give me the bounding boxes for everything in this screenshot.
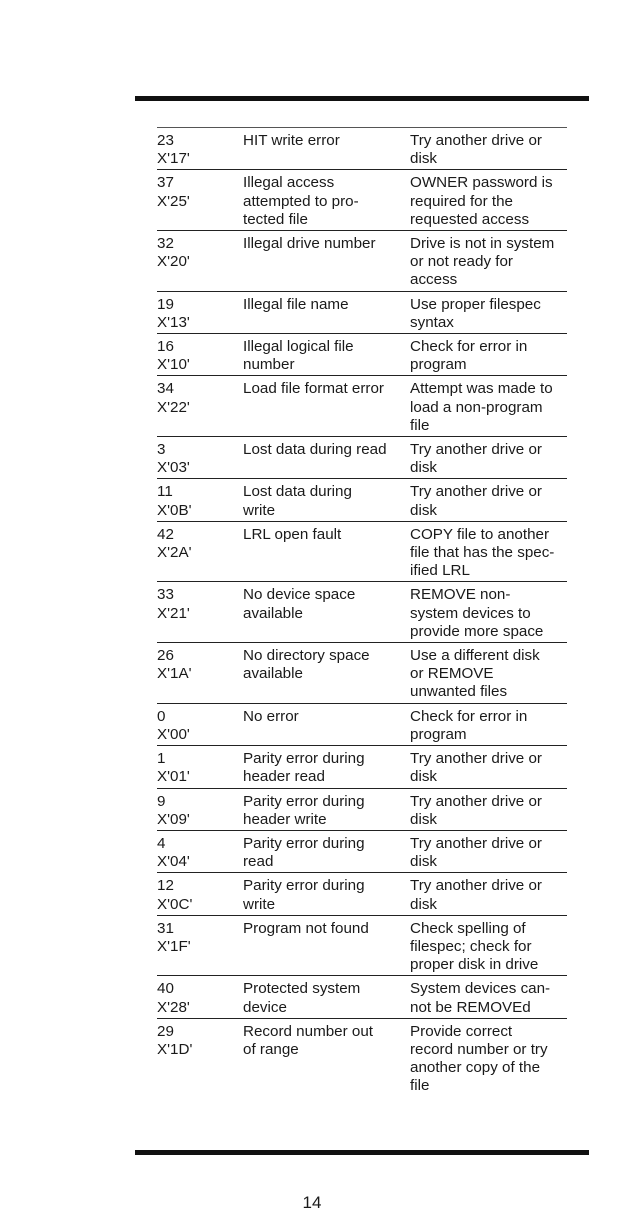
- corrective-action-cell: [410, 174, 567, 229]
- corrective-action-line: program: [410, 725, 467, 743]
- error-code-cell: [157, 980, 243, 1016]
- corrective-action-cell: [410, 441, 567, 477]
- decimal-code: 31: [157, 919, 174, 937]
- corrective-action-line: Try another drive or: [410, 834, 542, 852]
- corrective-action-cell: [410, 1023, 567, 1096]
- table-row: [157, 643, 567, 704]
- corrective-action-cell: [410, 835, 567, 871]
- hex-code: X'03': [157, 459, 190, 477]
- corrective-action-cell: [410, 586, 567, 641]
- corrective-action-cell: [410, 708, 567, 744]
- table-row: [157, 976, 567, 1018]
- corrective-action-line: system devices to: [410, 604, 531, 622]
- error-code-cell: [157, 877, 243, 913]
- error-message-line: No device space: [243, 586, 356, 604]
- error-message-line: header read: [243, 768, 325, 786]
- error-code-cell: [157, 708, 243, 744]
- corrective-action-line: disk: [410, 853, 438, 871]
- error-code-table: [157, 128, 567, 1097]
- error-message-line: Parity error during: [243, 834, 365, 852]
- corrective-action-line: or not ready for: [410, 253, 513, 271]
- corrective-action-line: required for the: [410, 192, 513, 210]
- error-message-cell: [243, 750, 410, 786]
- corrective-action-line: file that has the spec-: [410, 544, 555, 562]
- decimal-code: 3: [157, 441, 166, 459]
- error-message-line: No error: [243, 707, 299, 725]
- table-row: [157, 128, 567, 170]
- hex-code: X'01': [157, 768, 190, 786]
- decimal-code: 32: [157, 235, 174, 253]
- table-row: [157, 231, 567, 292]
- corrective-action-line: System devices can-: [410, 980, 551, 998]
- error-code-cell: [157, 338, 243, 374]
- corrective-action-line: Provide correct: [410, 1022, 513, 1040]
- error-message-line: header write: [243, 810, 327, 828]
- error-message-line: write: [243, 501, 276, 519]
- decimal-code: 1: [157, 750, 166, 768]
- corrective-action-line: Try another drive or: [410, 750, 542, 768]
- table-row: [157, 170, 567, 231]
- corrective-action-line: Check for error in: [410, 338, 528, 356]
- error-message-line: Parity error during: [243, 877, 365, 895]
- table-row: [157, 376, 567, 437]
- error-message-cell: [243, 380, 410, 435]
- error-code-cell: [157, 526, 243, 581]
- error-message-cell: [243, 526, 410, 581]
- table-row: [157, 437, 567, 479]
- table-row: [157, 789, 567, 831]
- error-message-line: Lost data during read: [243, 441, 387, 459]
- corrective-action-line: file: [410, 416, 430, 434]
- decimal-code: 34: [157, 380, 174, 398]
- corrective-action-line: syntax: [410, 313, 454, 331]
- error-message-line: tected file: [243, 210, 309, 228]
- error-message-line: Parity error during: [243, 792, 365, 810]
- decimal-code: 19: [157, 295, 174, 313]
- decimal-code: 16: [157, 338, 174, 356]
- corrective-action-line: disk: [410, 459, 438, 477]
- corrective-action-line: Try another drive or: [410, 132, 542, 149]
- page-number: 14: [302, 1193, 322, 1212]
- error-code-cell: [157, 750, 243, 786]
- top-rule: [135, 96, 589, 101]
- error-message-line: of range: [243, 1040, 299, 1058]
- error-code-cell: [157, 296, 243, 332]
- hex-code: X'13': [157, 313, 190, 331]
- hex-code: X'09': [157, 810, 190, 828]
- corrective-action-line: provide more space: [410, 622, 544, 640]
- error-code-cell: [157, 586, 243, 641]
- error-code-cell: [157, 793, 243, 829]
- error-message-line: Illegal logical file: [243, 338, 354, 356]
- table-row: [157, 582, 567, 643]
- corrective-action-line: program: [410, 356, 467, 374]
- error-message-line: Load file format error: [243, 380, 384, 398]
- corrective-action-line: file: [410, 1077, 430, 1095]
- corrective-action-line: access: [410, 271, 458, 289]
- corrective-action-cell: [410, 793, 567, 829]
- decimal-code: 9: [157, 792, 166, 810]
- error-message-cell: [243, 441, 410, 477]
- hex-code: X'22': [157, 398, 190, 416]
- corrective-action-cell: [410, 338, 567, 374]
- corrective-action-line: disk: [410, 768, 438, 786]
- corrective-action-line: or REMOVE: [410, 665, 494, 683]
- corrective-action-line: OWNER password is: [410, 174, 553, 192]
- table-row: [157, 292, 567, 334]
- decimal-code: 40: [157, 980, 174, 998]
- hex-code: X'2A': [157, 544, 192, 562]
- corrective-action-line: Try another drive or: [410, 441, 542, 459]
- table-row: [157, 746, 567, 788]
- error-code-cell: [157, 647, 243, 702]
- corrective-action-line: requested access: [410, 210, 530, 228]
- error-message-cell: [243, 338, 410, 374]
- decimal-code: 0: [157, 707, 166, 725]
- table-row: [157, 334, 567, 376]
- corrective-action-line: Check for error in: [410, 707, 528, 725]
- hex-code: X'10': [157, 356, 190, 374]
- table-row: [157, 916, 567, 977]
- decimal-code: 29: [157, 1022, 174, 1040]
- corrective-action-cell: [410, 380, 567, 435]
- error-code-cell: [157, 380, 243, 435]
- error-message-cell: [243, 920, 410, 975]
- error-message-cell: [243, 835, 410, 871]
- error-message-line: Record number out: [243, 1022, 374, 1040]
- error-message-cell: [243, 708, 410, 744]
- error-code-cell: [157, 174, 243, 229]
- error-message-line: Parity error during: [243, 750, 365, 768]
- error-code-cell: [157, 835, 243, 871]
- error-message-line: read: [243, 853, 274, 871]
- error-message-cell: [243, 132, 410, 168]
- corrective-action-line: load a non-program: [410, 398, 543, 416]
- corrective-action-cell: [410, 920, 567, 975]
- error-message-cell: [243, 174, 410, 229]
- table-row: [157, 873, 567, 915]
- hex-code: X'0C': [157, 895, 193, 913]
- decimal-code: 33: [157, 586, 174, 604]
- decimal-code: 12: [157, 877, 174, 895]
- error-message-cell: [243, 235, 410, 290]
- error-message-line: HIT write error: [243, 132, 340, 149]
- error-message-line: Protected system: [243, 980, 361, 998]
- hex-code: X'0B': [157, 501, 192, 519]
- corrective-action-line: Try another drive or: [410, 877, 542, 895]
- table-row: [157, 704, 567, 746]
- error-message-cell: [243, 483, 410, 519]
- corrective-action-cell: [410, 526, 567, 581]
- corrective-action-line: Attempt was made to: [410, 380, 553, 398]
- hex-code: X'1D': [157, 1040, 193, 1058]
- error-message-cell: [243, 877, 410, 913]
- hex-code: X'20': [157, 253, 190, 271]
- corrective-action-cell: [410, 235, 567, 290]
- corrective-action-cell: [410, 296, 567, 332]
- decimal-code: 26: [157, 647, 174, 665]
- bottom-rule: [135, 1150, 589, 1155]
- corrective-action-line: not be REMOVEd: [410, 998, 531, 1016]
- error-message-line: Illegal access: [243, 174, 335, 192]
- table-row: [157, 831, 567, 873]
- error-message-line: Program not found: [243, 919, 369, 937]
- corrective-action-cell: [410, 483, 567, 519]
- error-message-cell: [243, 1023, 410, 1096]
- error-message-line: Illegal drive number: [243, 235, 376, 253]
- error-message-cell: [243, 793, 410, 829]
- hex-code: X'1F': [157, 937, 191, 955]
- corrective-action-line: disk: [410, 895, 438, 913]
- corrective-action-line: disk: [410, 150, 438, 168]
- corrective-action-line: Try another drive or: [410, 483, 542, 501]
- error-message-line: Lost data during: [243, 483, 352, 501]
- error-code-cell: [157, 132, 243, 168]
- corrective-action-line: disk: [410, 501, 438, 519]
- error-code-cell: [157, 441, 243, 477]
- error-message-line: No directory space: [243, 647, 370, 665]
- decimal-code: 23: [157, 132, 174, 149]
- error-message-line: LRL open fault: [243, 525, 342, 543]
- corrective-action-cell: [410, 877, 567, 913]
- error-message-cell: [243, 296, 410, 332]
- error-message-line: number: [243, 356, 295, 374]
- error-message-line: attempted to pro-: [243, 192, 359, 210]
- decimal-code: 42: [157, 525, 174, 543]
- corrective-action-line: Try another drive or: [410, 792, 542, 810]
- error-message-line: Illegal file name: [243, 295, 349, 313]
- hex-code: X'04': [157, 853, 190, 871]
- error-message-line: device: [243, 998, 287, 1016]
- corrective-action-line: disk: [410, 810, 438, 828]
- corrective-action-line: another copy of the: [410, 1059, 541, 1077]
- corrective-action-line: Drive is not in system: [410, 235, 555, 253]
- corrective-action-line: filespec; check for: [410, 937, 532, 955]
- corrective-action-line: COPY file to another: [410, 525, 550, 543]
- error-message-line: write: [243, 895, 276, 913]
- hex-code: X'17': [157, 150, 190, 168]
- corrective-action-line: Use a different disk: [410, 647, 540, 665]
- error-code-cell: [157, 483, 243, 519]
- corrective-action-line: REMOVE non-: [410, 586, 511, 604]
- corrective-action-line: unwanted files: [410, 683, 508, 701]
- error-message-cell: [243, 586, 410, 641]
- decimal-code: 11: [157, 483, 173, 501]
- table-row: [157, 1019, 567, 1097]
- error-code-cell: [157, 235, 243, 290]
- error-message-cell: [243, 647, 410, 702]
- hex-code: X'21': [157, 604, 190, 622]
- corrective-action-line: ified LRL: [410, 562, 470, 580]
- corrective-action-cell: [410, 980, 567, 1016]
- corrective-action-line: proper disk in drive: [410, 956, 539, 974]
- decimal-code: 37: [157, 174, 174, 192]
- error-message-line: available: [243, 665, 303, 683]
- corrective-action-cell: [410, 647, 567, 702]
- error-code-cell: [157, 1023, 243, 1096]
- hex-code: X'25': [157, 192, 190, 210]
- table-row: [157, 522, 567, 583]
- corrective-action-line: Use proper filespec: [410, 295, 541, 313]
- error-message-cell: [243, 980, 410, 1016]
- corrective-action-line: record number or try: [410, 1040, 548, 1058]
- hex-code: X'00': [157, 725, 190, 743]
- corrective-action-line: Check spelling of: [410, 919, 526, 937]
- hex-code: X'28': [157, 998, 190, 1016]
- decimal-code: 4: [157, 834, 166, 852]
- corrective-action-cell: [410, 750, 567, 786]
- hex-code: X'1A': [157, 665, 192, 683]
- error-message-line: available: [243, 604, 303, 622]
- error-code-cell: [157, 920, 243, 975]
- table-row: [157, 479, 567, 521]
- corrective-action-cell: [410, 132, 567, 168]
